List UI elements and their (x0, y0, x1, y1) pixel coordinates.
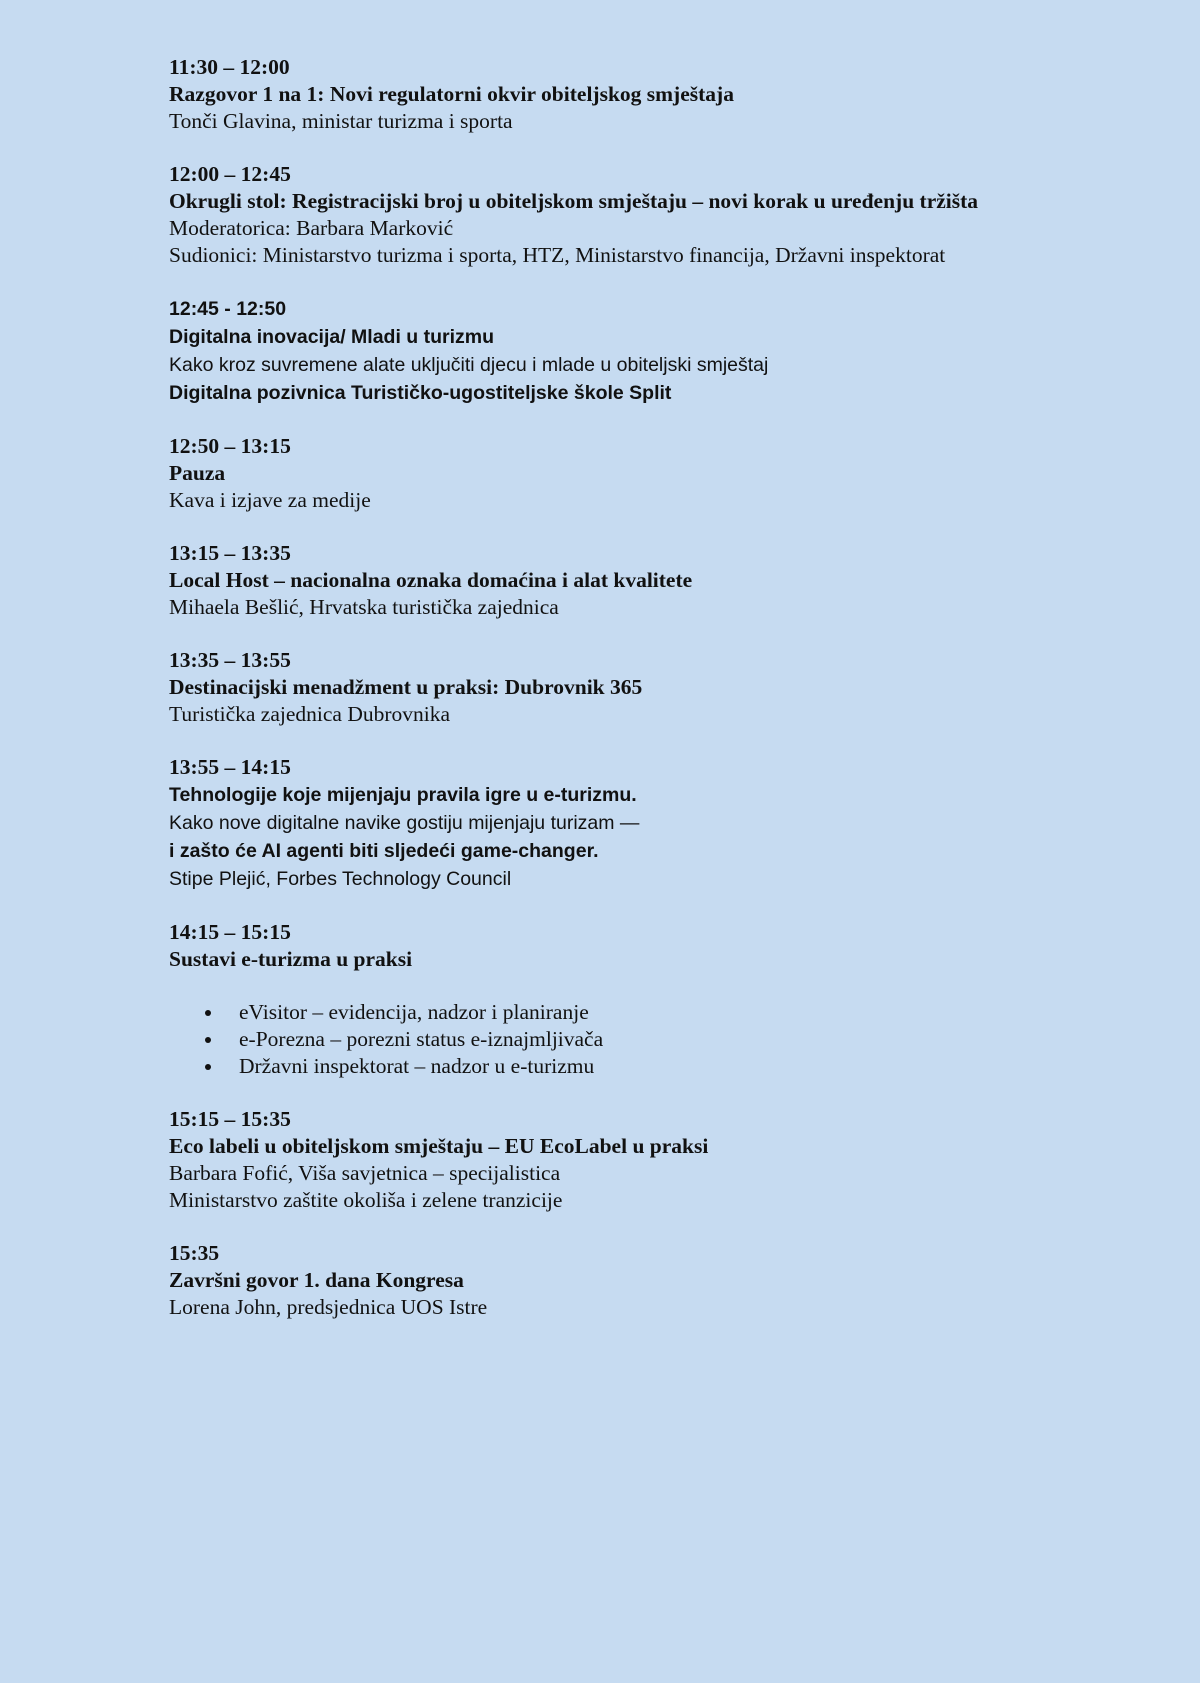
session-title: Razgovor 1 na 1: Novi regulatorni okvir obiteljskog smještaja (169, 82, 734, 106)
bullet-list (169, 999, 1169, 1080)
session-subtitle: i zašto će AI agenti biti sljedeći game-changer. (169, 840, 599, 862)
list-item-text: Državni inspektorat – nadzor u e-turizmu (239, 1054, 595, 1078)
session-description: Kava i izjave za medije (169, 488, 371, 512)
session-time: 13:35 – 13:55 (169, 648, 291, 672)
session-title: Završni govor 1. dana Kongresa (169, 1268, 464, 1292)
list-item (169, 999, 1169, 1026)
session-time: 12:00 – 12:45 (169, 162, 291, 186)
session-speaker: Lorena John, predsjednica UOS Istre (169, 1295, 488, 1319)
bullet-icon (205, 1010, 211, 1016)
session-title: Eco labeli u obiteljskom smještaju – EU EcoLabel u praksi (169, 1134, 709, 1158)
session-title: Destinacijski menadžment u praksi: Dubrovnik 365 (169, 675, 643, 699)
session-speaker: Turistička zajednica Dubrovnika (169, 702, 451, 726)
session-title: Pauza (169, 461, 226, 485)
list-item (169, 1053, 1169, 1080)
session-speaker: Barbara Fofić, Viša savjetnica – specijalistica (169, 1161, 561, 1185)
agenda-page (169, 54, 1169, 1347)
session-time: 12:45 - 12:50 (169, 298, 287, 320)
session-participants: Sudionici: Ministarstvo turizma i sporta, HTZ, Ministarstvo financija, Državni inspektorat (169, 243, 946, 267)
agenda-item (169, 540, 1169, 621)
session-title: Okrugli stol: Registracijski broj u obiteljskom smještaju – novi korak u uređenju tržišta (169, 189, 979, 213)
agenda-item (169, 1240, 1169, 1321)
agenda-item (169, 161, 1169, 269)
session-description: Kako nove digitalne navike gostiju mijenjaju turizam — (169, 812, 640, 834)
session-speaker: Tonči Glavina, ministar turizma i sporta (169, 109, 513, 133)
list-item-text: eVisitor – evidencija, nadzor i planiranje (239, 1000, 589, 1024)
session-title: Local Host – nacionalna oznaka domaćina i alat kvalitete (169, 568, 693, 592)
session-speaker: Stipe Plejić, Forbes Technology Council (169, 868, 512, 890)
session-speaker: Mihaela Bešlić, Hrvatska turistička zajednica (169, 595, 559, 619)
session-title: Tehnologije koje mijenjaju pravila igre u e-turizmu. (169, 784, 637, 806)
agenda-item (169, 295, 1169, 407)
session-title: Sustavi e-turizma u praksi (169, 947, 413, 971)
session-time: 15:35 (169, 1241, 220, 1265)
session-time: 14:15 – 15:15 (169, 920, 291, 944)
agenda-item (169, 754, 1169, 893)
session-time: 15:15 – 15:35 (169, 1107, 291, 1131)
session-subtitle: Digitalna pozivnica Turističko-ugostiteljske škole Split (169, 382, 672, 404)
bullet-icon (205, 1064, 211, 1070)
session-description: Kako kroz suvremene alate uključiti djecu i mlade u obiteljski smještaj (169, 354, 769, 376)
session-moderator: Moderatorica: Barbara Marković (169, 216, 454, 240)
session-title: Digitalna inovacija/ Mladi u turizmu (169, 326, 495, 348)
session-time: 12:50 – 13:15 (169, 434, 291, 458)
list-item (169, 1026, 1169, 1053)
session-time: 13:15 – 13:35 (169, 541, 291, 565)
session-time: 11:30 – 12:00 (169, 55, 290, 79)
session-time: 13:55 – 14:15 (169, 755, 291, 779)
list-item-text: e-Porezna – porezni status e-iznajmljivača (239, 1027, 604, 1051)
session-organization: Ministarstvo zaštite okoliša i zelene tranzicije (169, 1188, 563, 1212)
agenda-item (169, 433, 1169, 514)
agenda-item (169, 647, 1169, 728)
agenda-item (169, 1106, 1169, 1214)
bullet-icon (205, 1037, 211, 1043)
agenda-item (169, 919, 1169, 1080)
agenda-item (169, 54, 1169, 135)
